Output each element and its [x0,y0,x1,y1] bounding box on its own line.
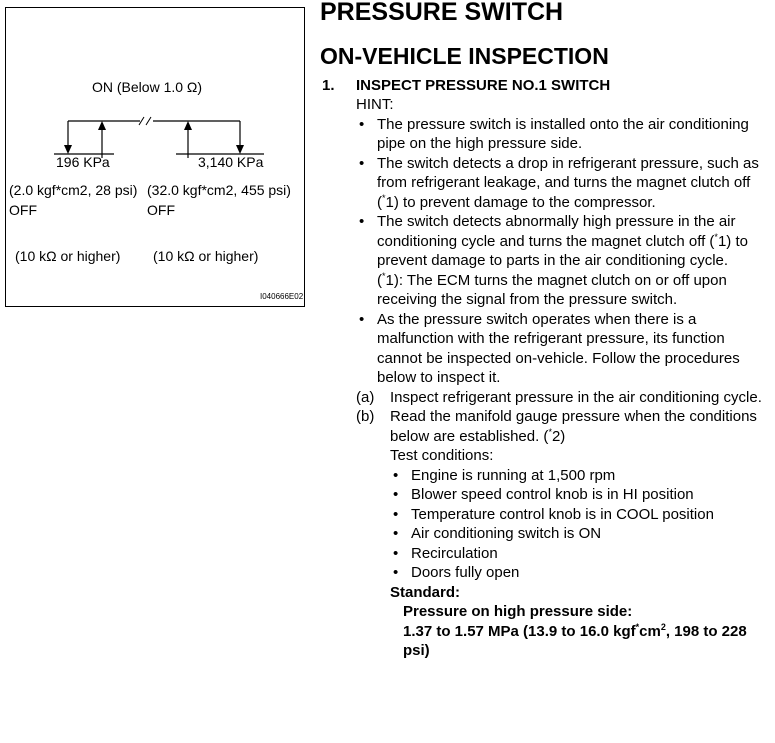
right-up-arrow-head [184,121,192,130]
conditions-list [356,466,772,583]
list-item: • The switch detects abnormally high pressure in the air conditioning cycle and turns the magnet clutch off (*1) to prevent damage to parts in the air conditioning cycle. [356,212,772,271]
footnote: (*1): The ECM turns the magnet clutch on or off upon receiving the signal from the pressure switch. [377,270,727,308]
pressure-switch-diagram [5,7,305,307]
section-title: ON-VEHICLE INSPECTION [320,43,609,69]
list-item: • Recirculation [390,544,772,564]
on-label: ON (Below 1.0 Ω) [92,79,203,95]
right-down-arrow-head [236,145,244,154]
list-item: • Doors fully open [390,563,772,583]
substep-b: (b) Read the manifold gauge pressure when the conditions below are established. (*2) [356,408,757,445]
standard-spec-value: 1.37 to 1.57 MPa (13.9 to 16.0 $kgf^*cm^2$, 198 to 228 psi) [403,621,747,659]
list-item: • Blower speed control knob is in HI position [390,485,772,505]
left-resistance-label: (10 kΩ or higher) [15,248,121,264]
list-item: • Temperature control knob is in COOL position [390,505,772,525]
left-down-arrow-head [64,145,72,154]
right-pressure-label: 3,140 KPa [198,154,264,170]
left-off-label: OFF [9,202,37,218]
figure-code: I040666E02 [260,292,304,301]
break-mark [139,117,151,125]
page-title: PRESSURE SWITCH [320,0,564,26]
substep-a [356,388,772,408]
left-pressure-label: 196 KPa [56,154,110,170]
right-resistance-label: (10 kΩ or higher) [153,248,259,264]
standard-spec-label: Pressure on high pressure side: [403,603,633,620]
list-item: • Air conditioning switch is ON [390,524,772,544]
right-spec-label: (32.0 kgf*cm2, 455 psi) [147,182,291,198]
substep-text: Inspect refrigerant pressure in the air conditioning cycle. [390,388,762,406]
test-conditions-label: Test conditions: [390,447,494,464]
right-off-label: OFF [147,202,175,218]
list-item: • The pressure switch is installed onto the air conditioning pipe on the high pressure side. [356,115,772,154]
substep-label: (b) [356,408,375,425]
left-spec-label: (2.0 kgf*cm2, 28 psi) [9,182,138,198]
list-item: • Engine is running at 1,500 rpm [390,466,772,486]
step-number: 1. [322,77,335,94]
step-content [356,95,772,661]
list-item: • As the pressure switch operates when there is a malfunction with the refrigerant pressure, its function cannot be inspected on-vehicle. Follow the procedures below to inspect it. [356,310,772,388]
left-up-arrow-head [98,121,106,130]
step-title: INSPECT PRESSURE NO.1 SWITCH [356,77,611,94]
substep-label: (a) [356,388,375,406]
list-item: • The switch detects a drop in refrigerant pressure, such as from refrigerant leakage, and turns the magnet clutch off (*1) to prevent damage to the compressor. [356,154,772,213]
hint-label: HINT: [356,96,394,113]
standard-label: Standard: [390,583,461,601]
